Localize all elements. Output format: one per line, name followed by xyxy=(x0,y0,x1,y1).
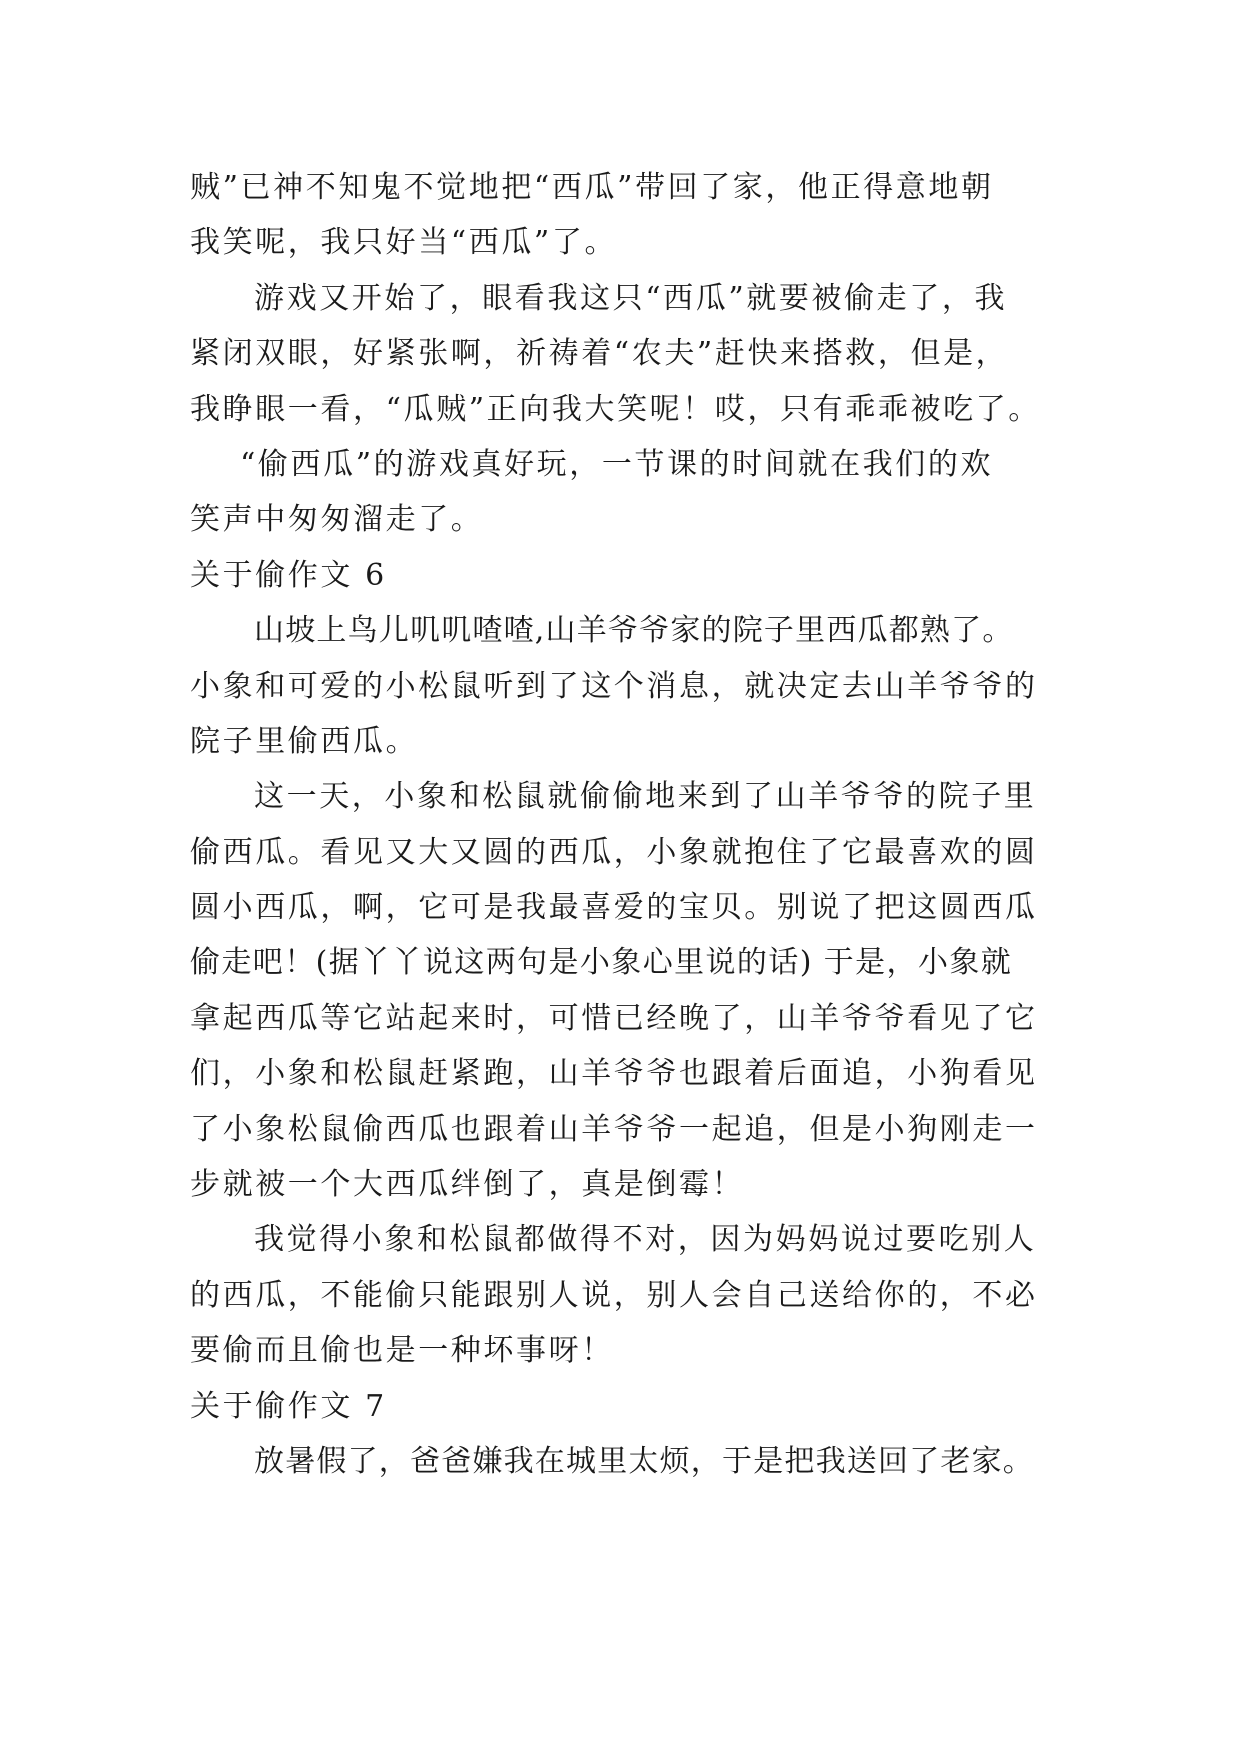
text-line: 我笑呢，我只好当“西瓜”了。 xyxy=(190,225,618,261)
paragraph-start: 这一天，小象和松鼠就偷偷地来到了山羊爷爷的院子里 xyxy=(254,779,1037,815)
text-line: 偷走吧！(据丫丫说这两句是小象心里说的话) 于是，小象就 xyxy=(190,945,1013,981)
text-line: 贼”已神不知鬼不觉地把“西瓜”带回了家，他正得意地朝 xyxy=(190,170,994,205)
text-line: 院子里偷西瓜。 xyxy=(190,723,419,759)
text-line: 紧闭双眼，好紧张啊，祈祷着“农夫”赶快来搭救，但是， xyxy=(190,336,1009,372)
text-line: 要偷而且偷也是一种坏事呀！ xyxy=(190,1333,614,1369)
document-body xyxy=(190,160,1070,1489)
paragraph-start: “偷西瓜”的游戏真好玩，一节课的时间就在我们的欢 xyxy=(240,446,994,482)
text-line: 们，小象和松鼠赶紧跑，山羊爷爷也跟着后面追，小狗看见 xyxy=(190,1056,1038,1092)
section-heading: 关于偷作文 6 xyxy=(190,557,387,593)
section-heading: 关于偷作文 7 xyxy=(190,1388,387,1424)
paragraph-start: 游戏又开始了，眼看我这只“西瓜”就要被偷走了，我 xyxy=(254,280,1008,316)
text-line: 圆小西瓜，啊，它可是我最喜爱的宝贝。别说了把这圆西瓜 xyxy=(190,890,1038,926)
paragraph-start: 山坡上鸟儿叽叽喳喳,山羊爷爷家的院子里西瓜都熟了。 xyxy=(254,613,1014,649)
text-line: 的西瓜，不能偷只能跟别人说，别人会自己送给你的，不必 xyxy=(190,1277,1038,1313)
text-line: 拿起西瓜等它站起来时，可惜已经晚了，山羊爷爷看见了它 xyxy=(190,1000,1038,1036)
text-line: 了小象松鼠偷西瓜也跟着山羊爷爷一起追，但是小狗刚走一 xyxy=(190,1111,1038,1147)
text-line: 我睁眼一看，“瓜贼”正向我大笑呢！哎，只有乖乖被吃了。 xyxy=(190,391,1041,427)
text-line: 小象和可爱的小松鼠听到了这个消息，就决定去山羊爷爷的 xyxy=(190,668,1038,704)
paragraph-start: 我觉得小象和松鼠都做得不对，因为妈妈说过要吃别人 xyxy=(254,1222,1037,1258)
text-line: 步就被一个大西瓜绊倒了，真是倒霉！ xyxy=(190,1167,745,1203)
text-line: 偷西瓜。看见又大又圆的西瓜，小象就抱住了它最喜欢的圆 xyxy=(190,834,1038,870)
paragraph-start: 放暑假了，爸爸嫌我在城里太烦，于是把我送回了老家。 xyxy=(254,1443,1034,1479)
text-line: 笑声中匆匆溜走了。 xyxy=(190,502,484,538)
